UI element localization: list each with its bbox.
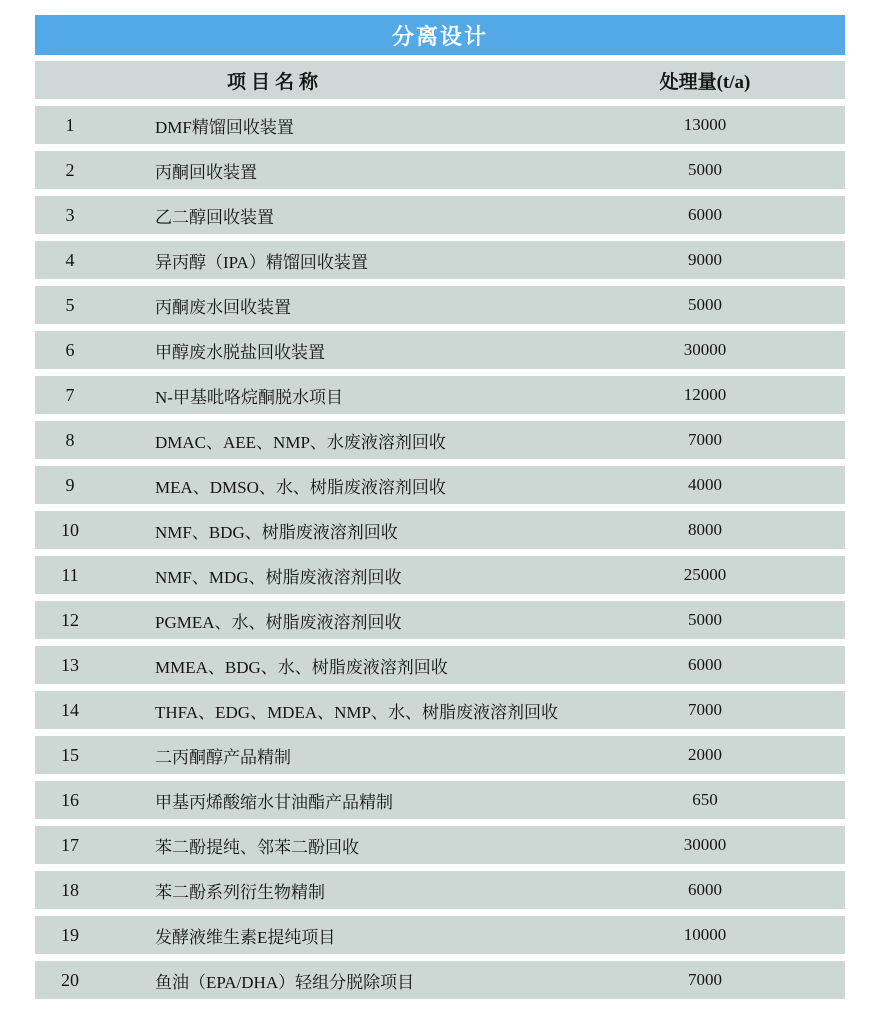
capacity-value: 9000: [688, 250, 722, 269]
table-row: [35, 871, 845, 909]
project-name: DMF精馏回收装置: [155, 117, 294, 137]
capacity-value: 5000: [688, 295, 722, 314]
project-name: 鱼油（EPA/DHA）轻组分脱除项目: [155, 972, 415, 992]
row-number: 6: [65, 339, 75, 360]
capacity-value: 30000: [683, 835, 727, 854]
row-number: 17: [61, 834, 79, 855]
row-number: 12: [61, 609, 79, 630]
row-number: 15: [61, 744, 79, 765]
project-name: 丙酮废水回收装置: [155, 297, 291, 317]
capacity-value: 12000: [683, 385, 727, 404]
capacity-value: 30000: [683, 340, 727, 359]
table-row: [35, 736, 845, 774]
project-name: 二丙酮醇产品精制: [155, 747, 291, 767]
capacity-value: 6000: [688, 205, 722, 224]
capacity-value: 10000: [683, 925, 727, 944]
table-row: [35, 241, 845, 279]
table-row: [35, 646, 845, 684]
table-row: [35, 556, 845, 594]
table-row: [35, 331, 845, 369]
project-name: 苯二酚提纯、邻苯二酚回收: [155, 837, 359, 857]
table-row: [35, 466, 845, 504]
table-row: [35, 601, 845, 639]
table-row: [35, 691, 845, 729]
capacity-value: 8000: [688, 520, 722, 539]
row-number: 11: [61, 564, 79, 585]
row-number: 10: [61, 519, 79, 540]
row-number: 7: [65, 384, 75, 405]
capacity-value: 6000: [688, 880, 722, 899]
row-number: 13: [61, 654, 79, 675]
row-number: 9: [65, 474, 75, 495]
capacity-value: 7000: [688, 970, 722, 989]
project-name: NMF、MDG、树脂废液溶剂回收: [155, 567, 402, 587]
table-row: [35, 826, 845, 864]
table-row: [35, 421, 845, 459]
table-row: [35, 916, 845, 954]
project-name: 苯二酚系列衍生物精制: [155, 882, 325, 902]
project-name: NMF、BDG、树脂废液溶剂回收: [155, 522, 398, 542]
table-row: [35, 196, 845, 234]
project-name: 丙酮回收装置: [155, 162, 257, 182]
row-number: 2: [65, 159, 75, 180]
table-body: [35, 106, 845, 999]
row-number: 20: [61, 969, 79, 990]
project-name: MMEA、BDG、水、树脂废液溶剂回收: [155, 657, 448, 677]
table-title: 分离设计: [391, 23, 488, 49]
row-number: 3: [65, 204, 75, 225]
table-row: [35, 286, 845, 324]
table-row: [35, 511, 845, 549]
project-name: N-甲基吡咯烷酮脱水项目: [155, 387, 343, 407]
project-name: DMAC、AEE、NMP、水废液溶剂回收: [155, 432, 446, 452]
column-header-project-name: 项目名称: [226, 71, 323, 93]
capacity-value: 650: [692, 790, 718, 809]
row-number: 19: [61, 924, 79, 945]
capacity-value: 4000: [688, 475, 722, 494]
project-name: PGMEA、水、树脂废液溶剂回收: [155, 612, 402, 632]
project-name: MEA、DMSO、水、树脂废液溶剂回收: [155, 477, 446, 497]
row-number: 4: [65, 249, 75, 270]
capacity-value: 25000: [683, 565, 727, 584]
table-title-bar: [35, 15, 845, 55]
project-name: 异丙醇（IPA）精馏回收装置: [155, 252, 368, 272]
table-header-row: [35, 61, 845, 99]
row-number: 8: [65, 429, 75, 450]
table-row: [35, 106, 845, 144]
row-number: 5: [65, 294, 75, 315]
row-number: 1: [65, 114, 75, 135]
capacity-value: 5000: [688, 610, 722, 629]
row-number: 14: [61, 699, 79, 720]
row-number: 18: [61, 879, 79, 900]
table-row: [35, 781, 845, 819]
table-row: [35, 376, 845, 414]
capacity-value: 2000: [688, 745, 722, 764]
project-name: 甲醇废水脱盐回收装置: [155, 342, 325, 362]
project-name: 乙二醇回收装置: [155, 207, 274, 227]
table-row: [35, 151, 845, 189]
project-name: 甲基丙烯酸缩水甘油酯产品精制: [155, 792, 393, 812]
capacity-value: 5000: [688, 160, 722, 179]
capacity-value: 7000: [688, 430, 722, 449]
project-name: 发酵液维生素E提纯项目: [155, 927, 336, 947]
project-name: THFA、EDG、MDEA、NMP、水、树脂废液溶剂回收: [155, 702, 558, 722]
column-header-capacity: 处理量(t/a): [659, 71, 751, 93]
row-number: 16: [61, 789, 79, 810]
capacity-value: 13000: [683, 115, 727, 134]
table-row: [35, 961, 845, 999]
capacity-value: 6000: [688, 655, 722, 674]
capacity-value: 7000: [688, 700, 722, 719]
